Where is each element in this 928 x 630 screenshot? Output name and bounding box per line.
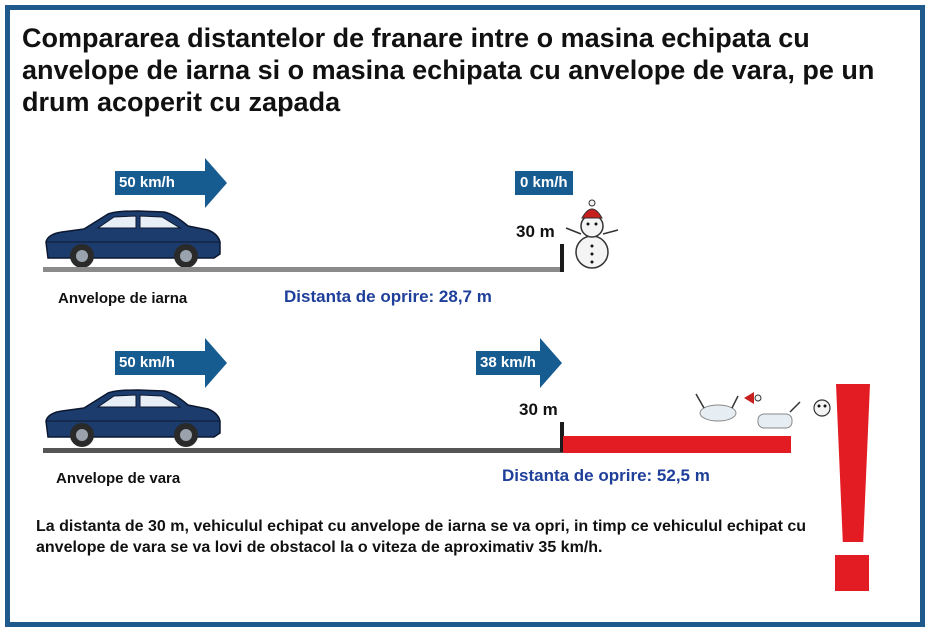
car-icon — [42, 208, 224, 270]
winter-tire-label: Anvelope de iarna — [58, 290, 188, 307]
summer-tire-label: Anvelope de vara — [56, 470, 181, 487]
page-title: Compararea distantelor de franare intre o masina echipata cu anvelope de iarna si o masina echipata cu anvelope de vara, pe un drum acoperit cu zapada — [22, 23, 875, 117]
winter-start-speed-arrow — [115, 158, 227, 208]
snowman-icon — [562, 196, 622, 272]
summer-start-speed-arrow — [115, 338, 227, 388]
summer-overrun-zone — [563, 436, 791, 453]
arrow-head-icon — [540, 338, 562, 388]
winter-start-speed: 50 km/h — [115, 171, 207, 195]
arrow-head-icon — [205, 158, 227, 208]
knocked-snowman-icon — [692, 388, 837, 434]
winter-road — [43, 267, 561, 272]
winter-stop-distance: Distanta de oprire: 28,7 m — [284, 287, 492, 306]
summer-end-speed-arrow — [476, 338, 562, 388]
summer-road — [43, 448, 563, 453]
summer-stop-distance: Distanta de oprire: 52,5 m — [502, 466, 710, 485]
summer-marker-label: 30 m — [519, 400, 558, 419]
exclamation-dot-icon — [835, 555, 869, 591]
winter-end-speed: 0 km/h — [515, 171, 573, 195]
conclusion-text: La distanta de 30 m, vehiculul echipat cu anvelope de iarna se va opri, in timp ce vehiculul echipat cu anvelope de vara se va lovi de obstacol la o viteza de aproximativ 35 km/h. — [36, 518, 807, 556]
summer-start-speed: 50 km/h — [115, 351, 207, 375]
arrow-head-icon — [205, 338, 227, 388]
summer-end-speed: 38 km/h — [476, 351, 542, 375]
car-icon — [42, 387, 224, 449]
winter-marker-label: 30 m — [516, 222, 555, 241]
